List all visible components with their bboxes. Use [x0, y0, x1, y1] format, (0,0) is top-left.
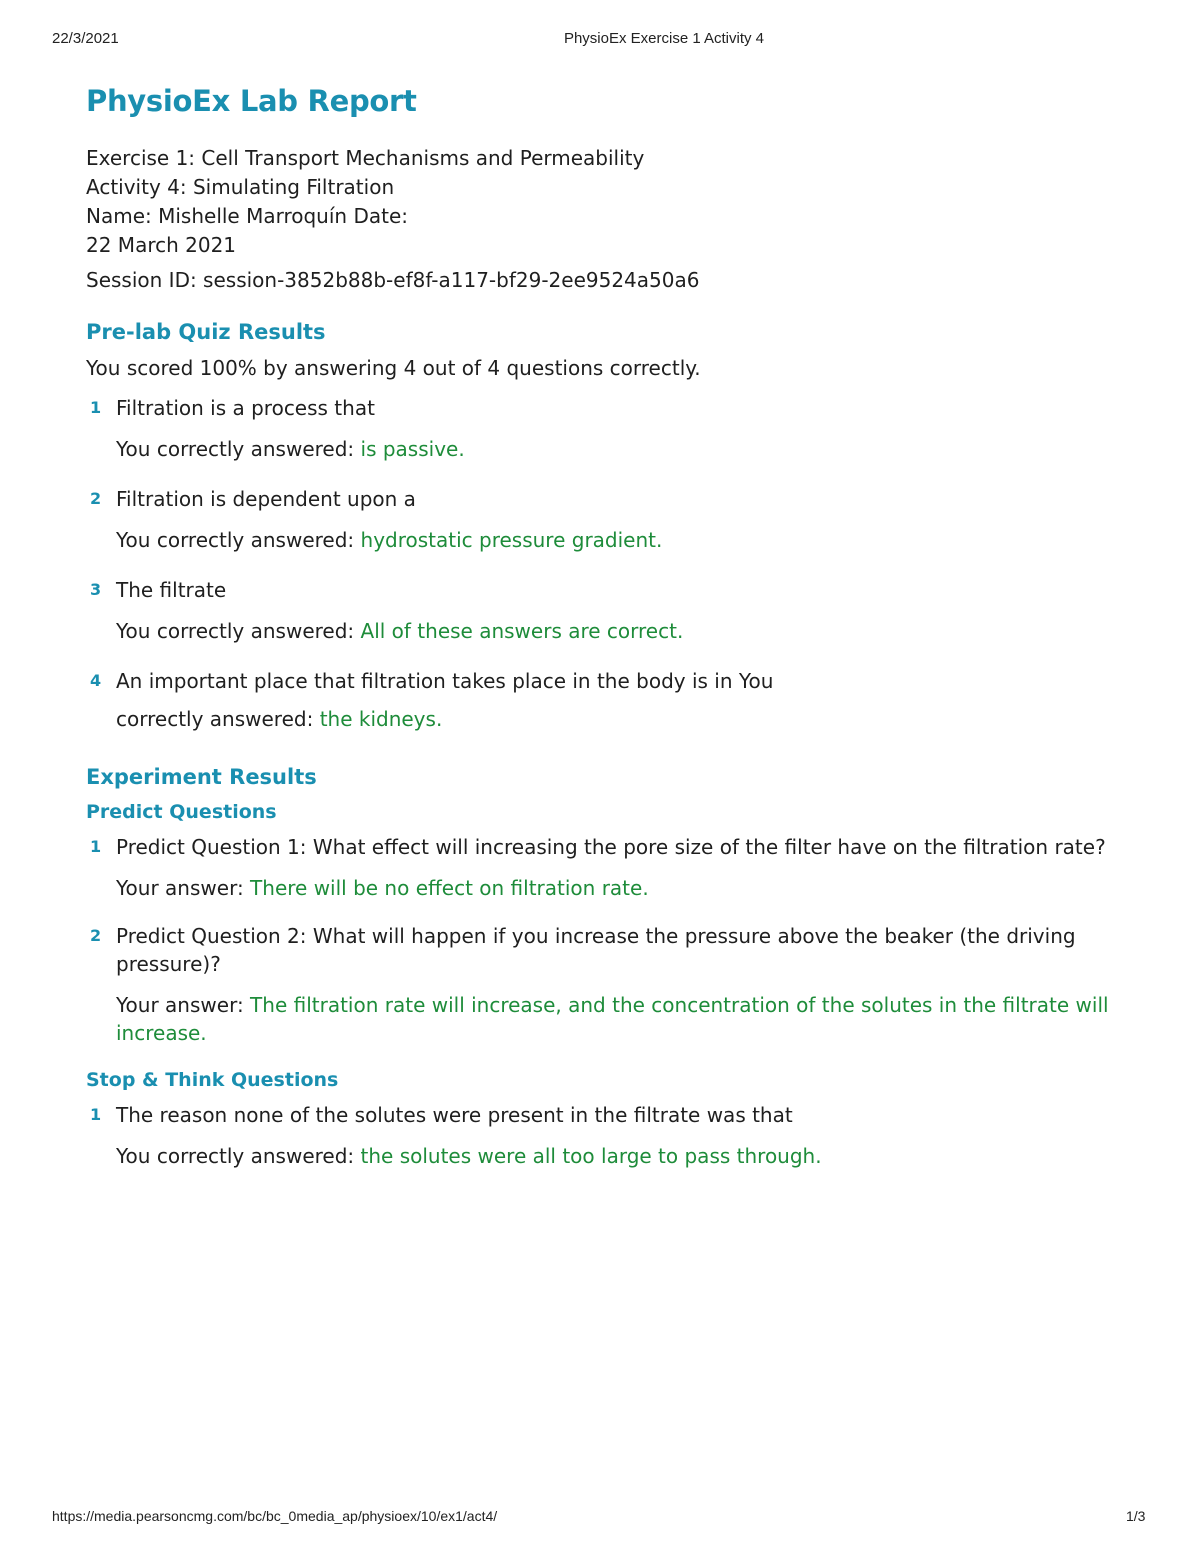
stop-think-question	[86, 1101, 1146, 1129]
print-date: 22/3/2021	[52, 30, 119, 47]
question-number: 2	[90, 489, 102, 508]
print-title: PhysioEx Exercise 1 Activity 4	[563, 30, 765, 47]
report-title: PhysioEx Lab Report	[86, 84, 417, 118]
stop-think-answer	[86, 1142, 1146, 1170]
name-date-line: Name: Mishelle Marroquín Date:	[86, 204, 408, 228]
question-number: 1	[90, 837, 102, 856]
print-header	[0, 30, 1200, 50]
question-text: The filtrate	[116, 578, 227, 602]
question-text: The reason none of the solutes were present in the filtrate was that	[116, 1103, 793, 1127]
answer-value: hydrostatic pressure gradient.	[360, 528, 663, 552]
prelab-question	[86, 394, 1146, 422]
question-number: 4	[90, 671, 102, 690]
prelab-question	[86, 667, 1146, 695]
answer-label: You correctly answered:	[116, 619, 355, 643]
predict-answer	[86, 991, 1146, 1047]
answer-label: You correctly answered:	[116, 437, 355, 461]
print-url: https://media.pearsoncmg.com/bc/bc_0media_ap/physioex/10/ex1/act4/	[52, 1508, 498, 1524]
question-number: 2	[90, 926, 102, 945]
question-number: 3	[90, 580, 102, 599]
question-number: 1	[90, 398, 102, 417]
answer-label: Your answer:	[116, 876, 244, 900]
predict-answer	[86, 874, 1146, 902]
answer-label: You correctly answered:	[116, 528, 355, 552]
prelab-answer	[86, 705, 1146, 733]
predict-heading: Predict Questions	[86, 801, 277, 823]
stop-think-heading: Stop & Think Questions	[86, 1069, 339, 1091]
prelab-heading: Pre-lab Quiz Results	[86, 320, 326, 344]
answer-label: correctly answered:	[116, 707, 314, 731]
prelab-answer	[86, 617, 1146, 645]
answer-value: the kidneys.	[319, 707, 443, 731]
predict-question	[86, 833, 1146, 861]
answer-value: All of these answers are correct.	[360, 619, 684, 643]
question-text: An important place that filtration takes place in the body is in You	[116, 669, 774, 693]
answer-value: the solutes were all too large to pass through.	[360, 1144, 822, 1168]
answer-value: There will be no effect on filtration rate.	[250, 876, 649, 900]
prelab-question	[86, 485, 1146, 513]
report-content	[86, 84, 1146, 1170]
question-text: Predict Question 1: What effect will increasing the pore size of the filter have on the filtration rate?	[116, 835, 1106, 859]
question-number: 1	[90, 1105, 102, 1124]
experiment-heading: Experiment Results	[86, 765, 317, 789]
question-text: Predict Question 2: What will happen if you increase the pressure above the beaker (the driving pressure)?	[116, 924, 1076, 976]
session-id-line: Session ID: session-3852b88b-ef8f-a117-bf29-2ee9524a50a6	[86, 268, 700, 292]
score-line: You scored 100% by answering 4 out of 4 questions correctly.	[86, 356, 701, 380]
prelab-answer	[86, 435, 1146, 463]
answer-value: The filtration rate will increase, and the concentration of the solutes in the filtrate will increase.	[116, 993, 1109, 1045]
question-text: Filtration is a process that	[116, 396, 375, 420]
date-line: 22 March 2021	[86, 233, 237, 257]
print-page-number: 1/3	[1126, 1508, 1146, 1524]
answer-label: Your answer:	[116, 993, 244, 1017]
prelab-question	[86, 576, 1146, 604]
question-text: Filtration is dependent upon a	[116, 487, 416, 511]
prelab-answer	[86, 526, 1146, 554]
predict-question	[86, 922, 1146, 978]
answer-value: is passive.	[360, 437, 465, 461]
activity-line: Activity 4: Simulating Filtration	[86, 175, 395, 199]
exercise-line: Exercise 1: Cell Transport Mechanisms and Permeability	[86, 146, 645, 170]
answer-label: You correctly answered:	[116, 1144, 355, 1168]
